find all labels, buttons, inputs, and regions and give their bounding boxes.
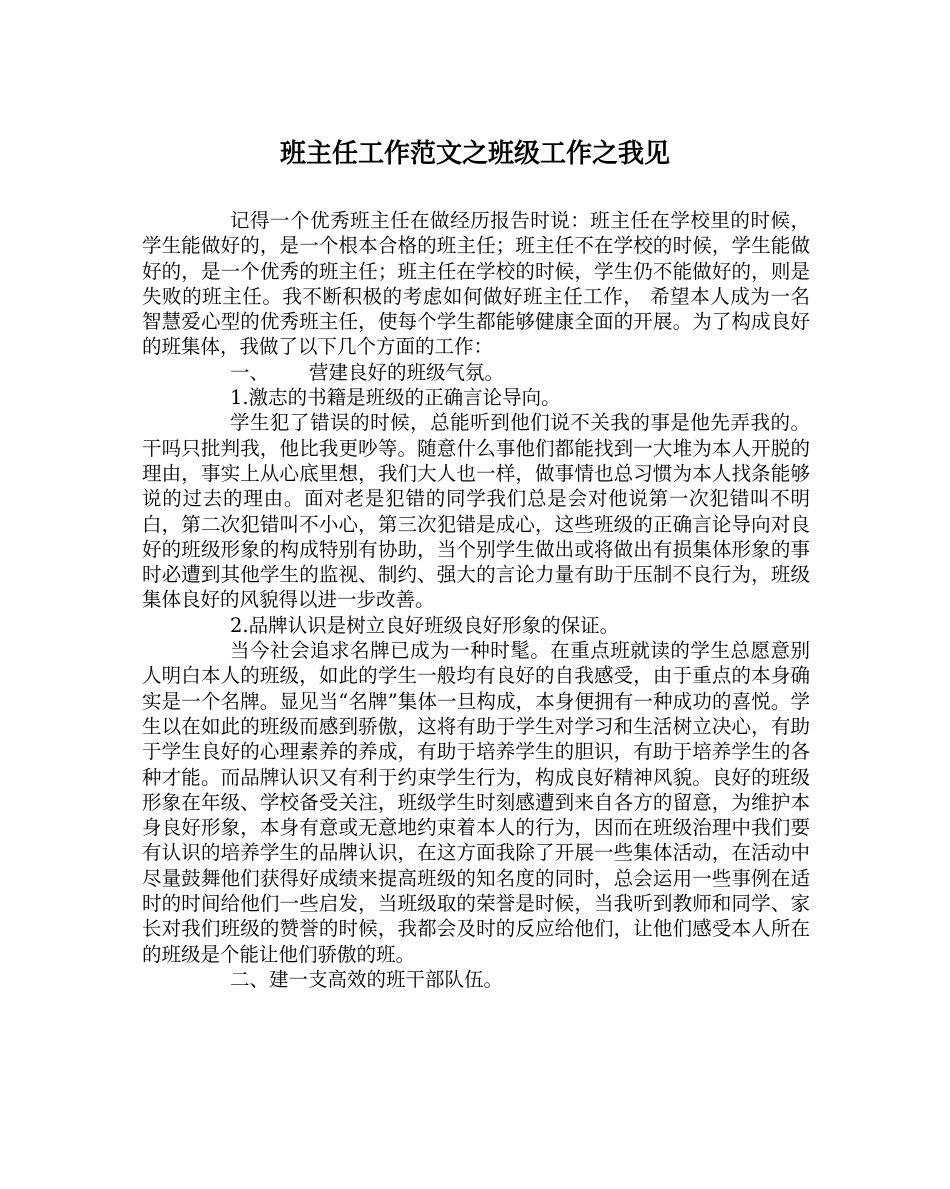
paragraph-1: 学生犯了错误的时候，总能听到他们说不关我的事是他先弄我的。干吗只批判我，他比我更吵等。随意什么事他们都能找到一大堆为本人开脱的理由，事实上从心底里想，我们大人也一样，做事情也总习惯为本人找条能够说的过去的理由。面对老是犯错的同学我们总是会对他说第一次犯错叫不明白，第二次犯错叫不小心，第三次犯错是成心，这些班级的正确言论导向对良好的班级形象的构成特别有协助，当个别学生做出或将做出有损集体形象的事时必遭到其他学生的监视、制约、强大的言论力量有助于压制不良行为，班级集体良好的风貌得以进一步改善。 xyxy=(142,411,810,612)
intro-paragraph: 记得一个优秀班主任在做经历报告时说：班主任在学校里的时候，学生能做好的，是一个根本合格的班主任；班主任不在学校的时候，学生能做好的，是一个优秀的班主任；班主任在学校的时候，学生仍不能做好的，则是失败的班主任。我不断积极的考虑如何做好班主任工作， 希望本人成为一名智慧爱心型的优秀班主任，使每个学生都能够健康全面的开展。为了构成良好的班集体，我做了以下几个方面的工作： xyxy=(142,209,810,359)
document-body xyxy=(142,208,810,992)
document-title: 班主任工作范文之班级工作之我见 xyxy=(279,139,670,169)
paragraph-2: 当今社会追求名牌已成为一种时髦。在重点班就读的学生总愿意别人明白本人的班级，如此的学生一般均有良好的自我感受，由于重点的本身确实是一个名牌。显见当“名牌”集体一旦构成，本身便拥有一种成功的喜悦。学生以在如此的班级而感到骄傲，这将有助于学生对学习和生活树立决心，有助于学生良好的心理素养的养成，有助于培养学生的胆识，有助于培养学生的各种才能。而品牌认识又有利于约束学生行为，构成良好精神风貌。良好的班级形象在年级、学校备受关注，班级学生时刻感遭到来自各方的留意，为维护本身良好形象，本身有意或无意地约束着本人的行为，因而在班级治理中我们要有认识的培养学生的品牌认识，在这方面我除了开展一些集体活动，在活动中尽量鼓舞他们获得好成绩来提高班级的知名度的同时，总会运用一些事例在适时的时间给他们一些启发，当班级取的荣誉是时候，当我听到教师和同学、家长对我们班级的赞誉的时候，我都会及时的反应给他们，让他们感受本人所在的班级是个能让他们骄傲的班。 xyxy=(142,639,810,966)
section-heading-1 xyxy=(142,360,810,385)
subheading-1: 1.激志的书籍是班级的正确言论导向。 xyxy=(230,386,561,410)
section-heading-2: 二、建一支高效的班干部队伍。 xyxy=(230,967,504,991)
section-marker: 一、 xyxy=(230,360,270,384)
subheading-2: 2.品牌认识是树立良好班级良好形象的保证。 xyxy=(230,613,620,637)
section-heading-1-text: 营建良好的班级气氛。 xyxy=(309,360,505,384)
